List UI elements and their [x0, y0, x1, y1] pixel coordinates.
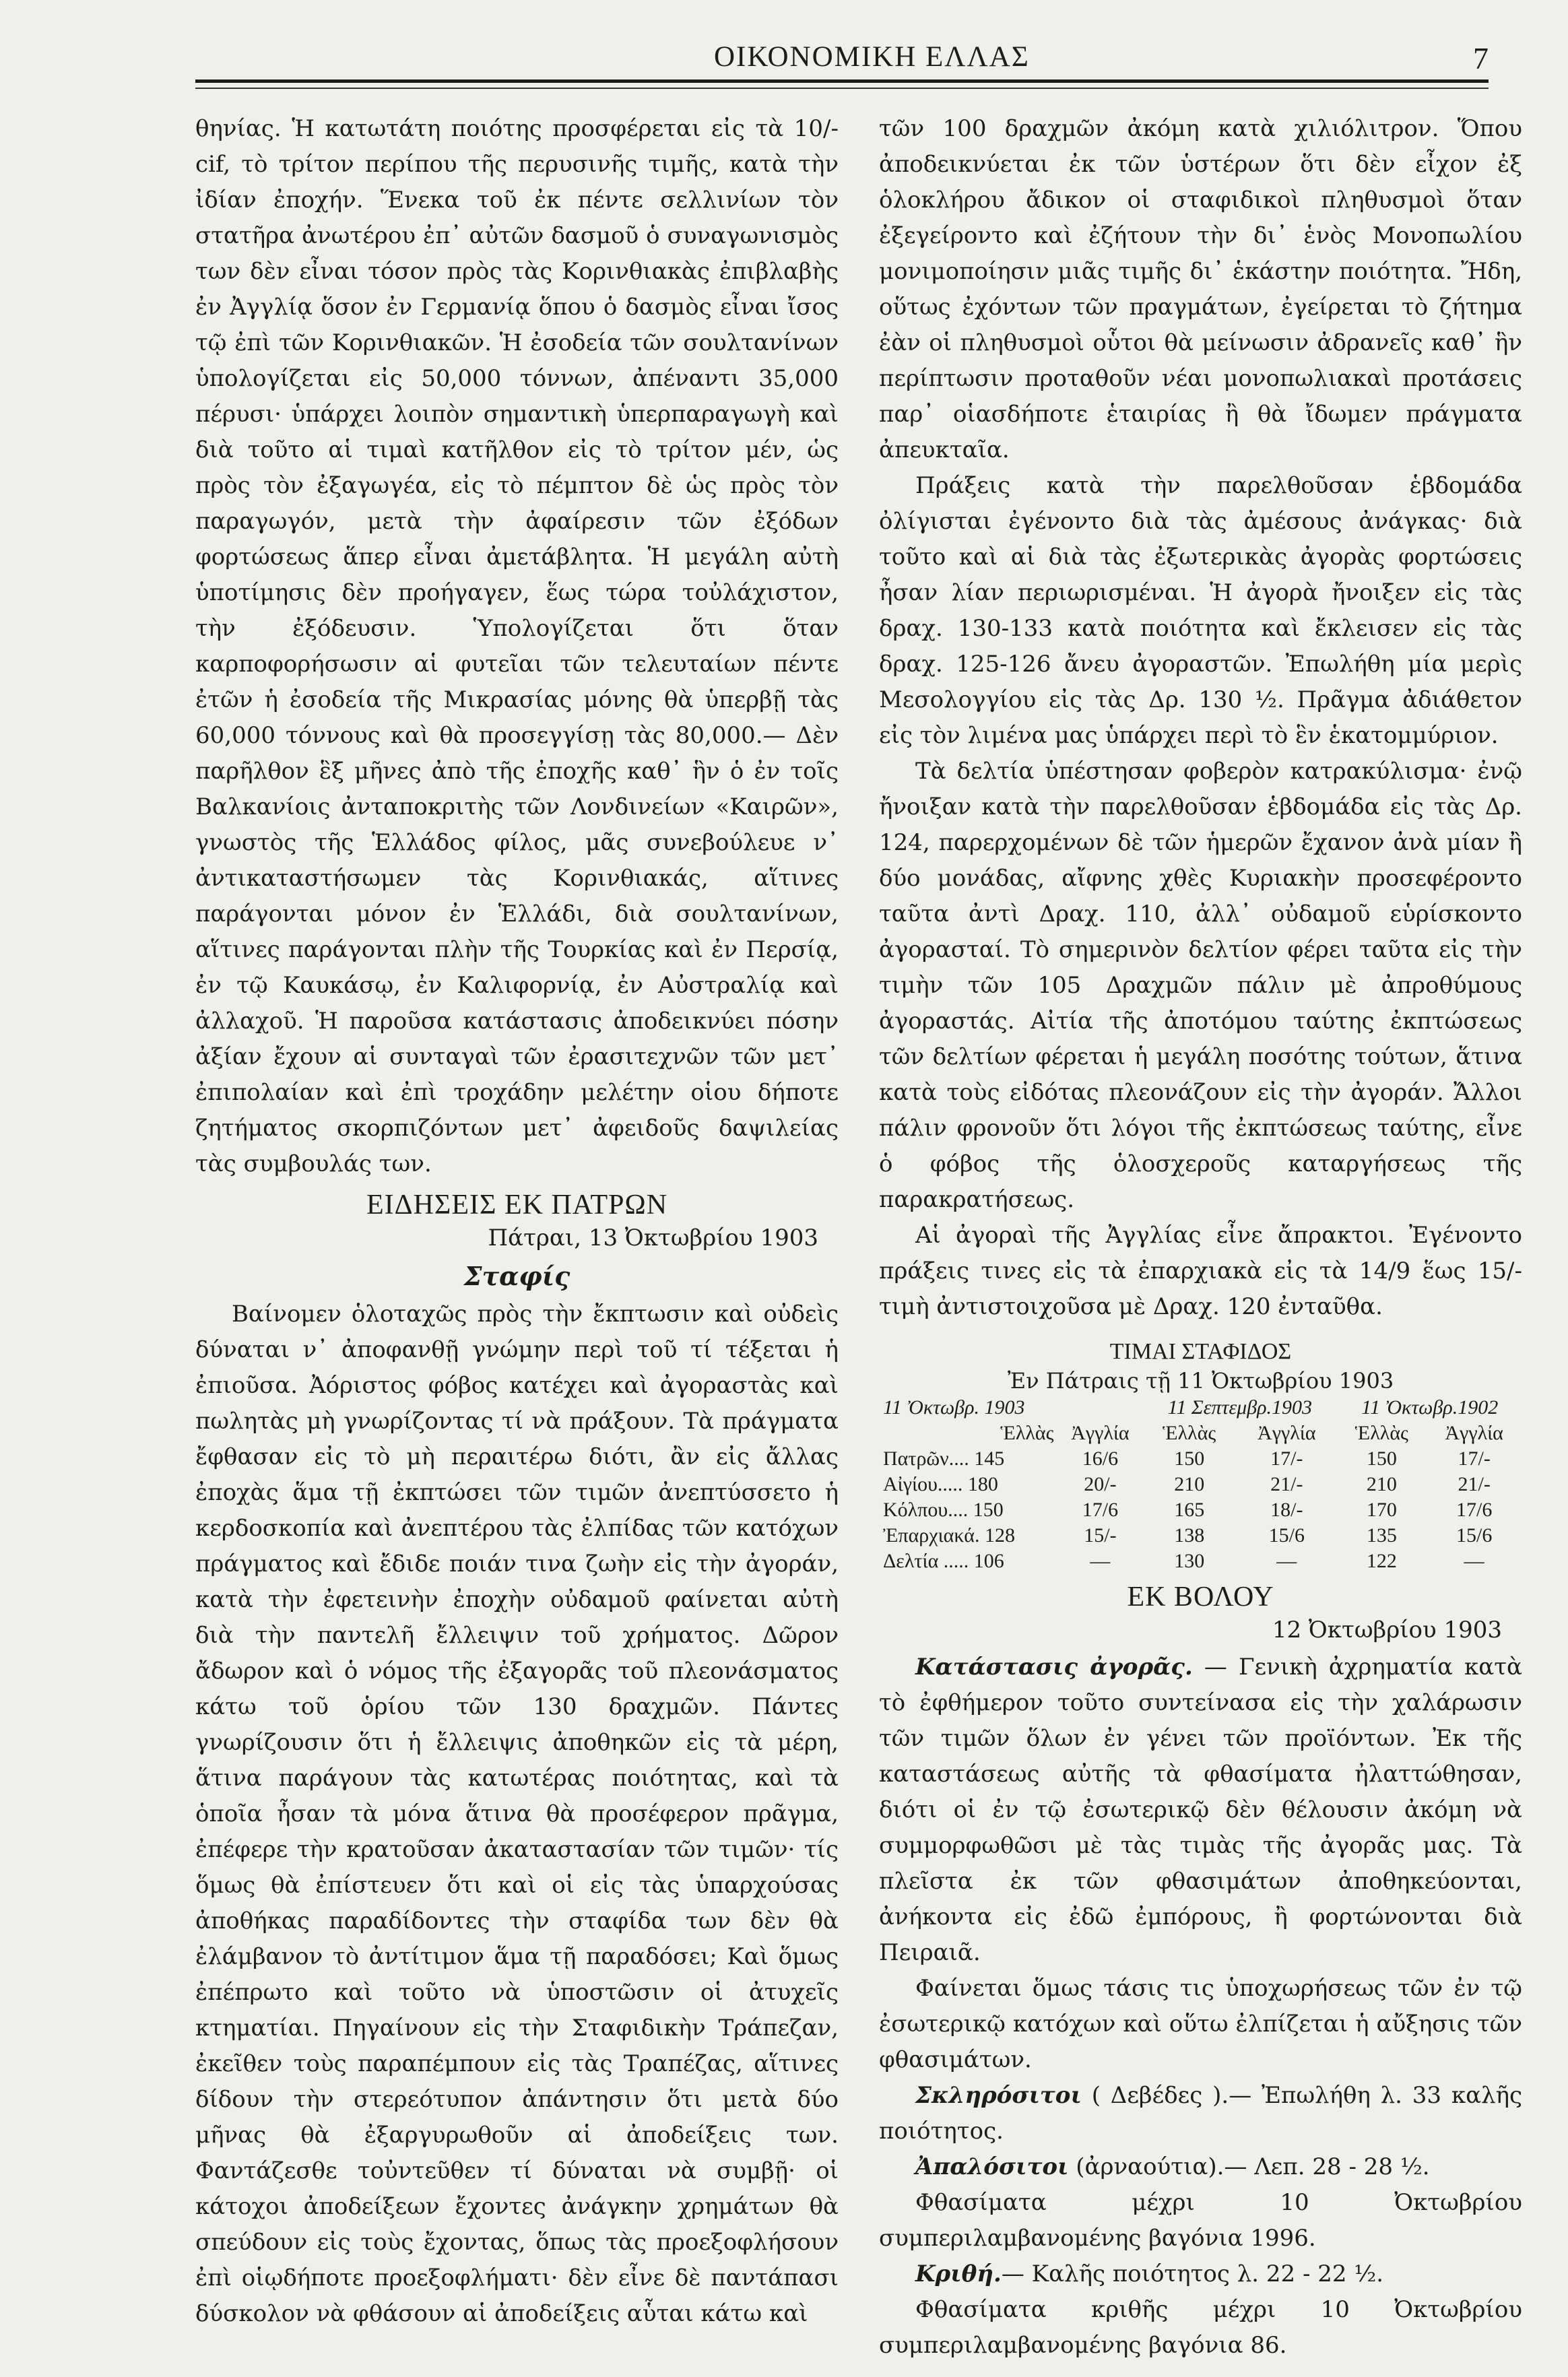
subhead-raisin: Σταφίς: [463, 1261, 570, 1291]
market-header: Ἀγγλία: [1445, 1422, 1503, 1444]
market-header: Ἑλλὰς: [1000, 1422, 1054, 1444]
price-table: [879, 1395, 1522, 1574]
row-place: Πατρῶν.... 145: [883, 1447, 1005, 1470]
table-cell: 138: [1174, 1524, 1205, 1546]
table-cell: 130: [1174, 1550, 1205, 1572]
table-cell: 17/-: [1270, 1447, 1303, 1470]
table-cell: 165: [1174, 1499, 1205, 1521]
table-cell: 18/-: [1270, 1499, 1303, 1521]
bottom-space: [879, 2364, 1522, 2377]
header-rule-thick: [195, 79, 1489, 83]
market-header: Ἑλλὰς: [1354, 1422, 1408, 1444]
period-header: [1337, 1395, 1522, 1421]
paragraph-text: — Γενικὴ ἀχρηματία κατὰ τὸ ἐφθήμερον τοῦτο συντείνασα εἰς τὴν χαλάρωσιν τῶν τιμῶν ὅλων ἐν γένει τῶν προϊόντων. Ἐκ τῆς καταστάσεως αὐτῆς τὰ φθασίματα ἠλαττώθησαν, διότι οἱ ἐν τῷ ἐσωτερικῷ δὲν θέλουσιν ἀκόμη νὰ συμμορφωθῶσι μὲ τὰς τιμὰς τῆς ἀγορᾶς μας. Τὰ πλεῖστα ἐκ τῶν φθασιμάτων ἀποθηκεύονται, ἀνήκοντα εἰς ἐδῶ ἐμπόρους, ἢ φορτώνονται διὰ Πειραιᾶ.: [879, 1654, 1522, 1966]
table-cell: 20/-: [1084, 1473, 1117, 1495]
market-header: Ἑλλὰς: [1163, 1422, 1216, 1444]
table-cell: 15/6: [1268, 1524, 1305, 1546]
body-paragraph: Βαίνομεν ὁλοταχῶς πρὸς τὴν ἔκπτωσιν καὶ οὐδεὶς δύναται ν᾽ ἀποφανθῇ γνώμην περὶ τοῦ τί τέξεται ἡ ἐπιοῦσα. Ἀόριστος φόβος κατέχει καὶ ἀγοραστὰς καὶ πωλητὰς μὴ γνωρίζοντας τί νὰ πράξουν. Τὰ πράγματα ἔφθασαν εἰς τὸ μὴ περαιτέρω διότι, ἂν εἰς ἄλλας ἐποχὰς ἅμα τῇ ἐκπτώσει τῶν τιμῶν ἀνεπτύσσετο ἡ κερδοσκοπία καὶ ἀνεπτέρου τὰς ἐλπίδας τῶν κατόχων πράγματος καὶ ἔδιδε ποιάν τινα ζωὴν εἰς τὴν ἀγοράν, κατὰ τὴν ἐφετεινὴν ἐποχὴν οὐδαμοῦ φαίνεται αὐτὴ διὰ τὴν παντελῆ ἔλλειψιν τοῦ χρήματος. Δῶρον ἄδωρον καὶ ὁ νόμος τῆς ἐξαγορᾶς τοῦ πλεονάσματος κάτω τοῦ ὁρίου τῶν 130 δραχμῶν. Πάντες γνωρίζουσιν ὅτι ἡ ἔλλειψις ἀποθηκῶν εἰς τὰ μέρη, ἅτινα παράγουν τὰς κατωτέρας ποιότητας, καὶ τὰ ὁποῖα ἦσαν τὰ μόνα ἅτινα θὰ προσέφερον πρᾶγμα, ἐπέφερε τὴν κρατοῦσαν ἀκαταστασίαν τῶν τιμῶν· τίς ὅμως θὰ ἐπίστευεν ὅτι καὶ οἱ εἰς τὰς ὑπαρχούσας ἀποθήκας παραδίδοντες τὴν σταφίδα των δὲν θὰ ἐλάμβανον τὸ ἀντίτιμον ἅμα τῇ παραδόσει; Καὶ ὅμως ἐπέπρωτο καὶ τοῦτο νὰ ὑποστῶσιν οἱ ἀτυχεῖς κτηματίαι. Πηγαίνουν εἰς τὴν Σταφιδικὴν Τράπεζαν, ἐκεῖθεν τοὺς παραπέμπουν εἰς τὰς Τραπέζας, αἵτινες δίδουν τὴν στερεότυπον ἀπάντησιν ὅτι μετὰ δύο μῆνας θὰ ἐξαργυρωθοῦν αἱ ἀποδείξεις των. Φαντάζεσθε τοὐντεῦθεν τί δύναται νὰ συμβῇ· οἱ κάτοχοι ἀποδείξεων ἔχοντες ἀνάγκην χρημάτων θὰ σπεύδουν εἰς τοὺς ἔχοντας, ὅπως τὰς προεξοφλήσουν ἐπὶ οἱῳδήποτε προεξοφλήματι· δὲν εἶνε δὲ παντάπασι δύσκολον νὰ φθάσουν αἱ ἀποδείξεις αὗται κάτω καὶ: [195, 1301, 839, 2327]
header-rule-thin: [195, 88, 1489, 89]
table-cell: 150: [1366, 1447, 1397, 1470]
period-label: 11 Ὀκτωβρ.1902: [1361, 1396, 1499, 1419]
section-title-patras: ΕΙΔΗΣΕΙΣ ΕΚ ΠΑΤΡΩΝ: [366, 1190, 668, 1220]
paragraph: Πράξεις κατὰ τὴν παρελθοῦσαν ἑβδομάδα ὀλίγισται ἐγένοντο διὰ τὰς ἀμέσους ἀνάγκας· διὰ τοῦτο καὶ αἱ διὰ τὰς ἐξωτερικὰς ἀγορὰς φορτώσεις ἦσαν λίαν περιωρισμέναι. Ἡ ἀγορὰ ἤνοιξεν εἰς τὰς δραχ. 130-133 κατὰ ποιότητα καὶ ἔκλεισεν εἰς τὰς δραχ. 125-126 ἄνευ ἀγοραστῶν. Ἐπωλήθη μία μερὶς Μεσολογγίου εἰς τὰς Δρ. 130 ½. Πρᾶγμα ἀδιάθετον εἰς τὸν λιμένα μας ὑπάρχει περὶ τὸ ἓν ἑκατομμύριον.: [879, 472, 1522, 749]
table-cell: 122: [1366, 1550, 1397, 1572]
table-cell: 17/6: [1082, 1499, 1119, 1521]
price-table-subtitle: Ἐν Πάτραις τῇ 11 Ὀκτωβρίου 1903: [1007, 1368, 1394, 1394]
row-place: Αἰγίου..... 180: [883, 1473, 998, 1495]
paragraph-text: — Καλῆς ποιότητος λ. 22 - 22 ½.: [1001, 2260, 1384, 2287]
paragraph: [879, 2256, 1522, 2292]
table-row: [879, 1446, 1522, 1472]
paragraph: Φθασίματα κριθῆς μέχρι 10 Ὀκτωβρίου συμπεριλαμβανομένης βαγόνια 86.: [879, 2296, 1522, 2359]
paragraph: Φθασίματα μέχρι 10 Ὀκτωβρίου συμπεριλαμβανομένης βαγόνια 1996.: [879, 2189, 1522, 2252]
paragraph-text: ( Δεβέδες ).— Ἐπωλήθη λ. 33 καλῆς ποιότητος.: [879, 2082, 1522, 2145]
table-cell: 16/6: [1082, 1447, 1119, 1470]
table-row: [879, 1549, 1522, 1574]
runin-heading: Ἀπαλόσιτοι: [915, 2153, 1069, 2180]
period-header: [1142, 1395, 1337, 1421]
table-cell: 170: [1366, 1499, 1397, 1521]
row-place: Ἐπαρχιακά. 128: [883, 1524, 1015, 1546]
paragraph: τῶν 100 δραχμῶν ἀκόμη κατὰ χιλιόλιτρον. Ὅπου ἀποδεικνύεται ἐκ τῶν ὑστέρων ὅτι δὲν εἶχον ἐξ ὁλοκλήρου ἄδικον οἱ σταφιδικοὶ πληθυσμοὶ ὅταν ἐξεγείροντο καὶ ἐζήτουν τὴν δι᾽ ἑνὸς Μονοπωλίου μονιμοποίησιν μιᾶς τιμῆς δι᾽ ἑκάστην ποιότητα. Ἤδη, οὕτως ἐχόντων τῶν πραγμάτων, ἐγείρεται τὸ ζήτημα ἐὰν οἱ πληθυσμοὶ οὗτοι θὰ μείνωσιν ἀδρανεῖς καθ᾽ ἣν περίπτωσιν προταθοῦν νέαι μονοπωλιακαὶ προτάσεις παρ᾽ οἱασδήποτε ἑταιρίας ἢ θὰ ἴδωμεν πράγματα ἀπευκταῖα.: [879, 115, 1522, 463]
table-cell: 21/-: [1270, 1473, 1303, 1495]
table-cell: —: [1464, 1550, 1484, 1572]
market-header: Ἀγγλία: [1257, 1422, 1316, 1444]
table-cell: 210: [1174, 1473, 1205, 1495]
period-label: 11 Ὀκτωβρ. 1903: [883, 1396, 1025, 1419]
price-table-title: ΤΙΜΑΙ ΣΤΑΦΙΔΟΣ: [1109, 1339, 1292, 1364]
continued-paragraph: θηνίας. Ἡ κατωτάτη ποιότης προσφέρεται εἰς τὰ 10/-cif, τὸ τρίτον περίπου τῆς περυσινῆς τιμῆς, κατὰ τὴν ἰδίαν ἐποχήν. Ἕνεκα τοῦ ἐκ πέντε σελλινίων τὸν στατῆρα ἀνωτέρου ἐπ᾽ αὐτῶν δασμοῦ ὁ συναγωνισμὸς των δὲν εἶναι τόσον πρὸς τὰς Κορινθιακὰς ἐπιβλαβὴς ἐν Ἀγγλίᾳ ὅσον ἐν Γερμανίᾳ ὅπου ὁ δασμὸς εἶναι ἴσος τῷ ἐπὶ τῶν Κορινθιακῶν. Ἡ ἐσοδεία τῶν σουλτανίνων ὑπολογίζεται εἰς 50,000 τόννων, ἀπέναντι 35,000 πέρυσι· ὑπάρχει λοιπὸν σημαντικὴ ὑπερπαραγωγὴ καὶ διὰ τοῦτο αἱ τιμαὶ κατῆλθον εἰς τὸ τρίτον μέν, ὡς πρὸς τὸν ἐξαγωγέα, εἰς τὸ πέμπτον δὲ ὡς πρὸς τὸν παραγωγόν, μετὰ τὴν ἀφαίρεσιν τῶν ἐξόδων φορτώσεως ἅπερ εἶναι ἀμετάβλητα. Ἡ μεγάλη αὐτὴ ὑποτίμησις δὲν προήγαγεν, ἕως τώρα τοὐλάχιστον, τὴν ἐξόδευσιν. Ὑπολογίζεται ὅτι ὅταν καρποφορήσωσιν αἱ φυτεῖαι τῶν τελευταίων πέντε ἐτῶν ἡ ἐσοδεία τῆς Μικρασίας μόνης θὰ ὑπερβῇ τὰς 60,000 τόννους καὶ θὰ προσεγγίσῃ τὰς 80,000.— Δὲν παρῆλθον ἓξ μῆνες ἀπὸ τῆς ἐποχῆς καθ᾽ ἣν ὁ ἐν τοῖς Βαλκανίοις ἀνταποκριτὴς τῶν Λονδινείων «Καιρῶν», γνωστὸς τῆς Ἑλλάδος φίλος, μᾶς συνεβούλευε ν᾽ ἀντικαταστήσωμεν τὰς Κορινθιακάς, αἵτινες παράγονται μόνον ἐν Ἑλλάδι, διὰ σουλτανίνων, αἵτινες παράγονται πλὴν τῆς Τουρκίας καὶ ἐν Περσίᾳ, ἐν τῷ Καυκάσῳ, ἐν Καλιφορνίᾳ, ἐν Αὐστραλίᾳ καὶ ἀλλαχοῦ. Ἡ παροῦσα κατάστασις ἀποδεικνύει πόσην ἀξίαν ἔχουν αἱ συνταγαὶ τῶν ἐρασιτεχνῶν τῶν μετ᾽ ἐπιπολαίαν καὶ ἐπὶ τροχάδην μελέτην οἱου δήποτε ζητήματος σκορπιζόντων μετ᾽ ἀφειδοῦς δαψιλείας τὰς συμβουλάς των.: [195, 115, 839, 1177]
period-header: [879, 1395, 1142, 1421]
table-cell: 210: [1366, 1473, 1397, 1495]
paragraph: [879, 1650, 1522, 1971]
table-cell: —: [1090, 1550, 1111, 1572]
page-number: 7: [1473, 41, 1489, 75]
row-place: Δελτία ..... 106: [883, 1550, 1004, 1572]
dateline-volos: 12 Ὀκτωβρίου 1903: [1272, 1617, 1502, 1643]
runin-heading: Κατάστασις ἀγορᾶς.: [915, 1654, 1193, 1681]
table-cell: 135: [1366, 1524, 1397, 1546]
runin-heading: Κριθή.: [915, 2260, 1002, 2287]
paragraph: Φαίνεται ὅμως τάσις τις ὑποχωρήσεως τῶν ἐν τῷ ἐσωτερικῷ κατόχων καὶ οὕτω ἐλπίζεται ἡ αὔξησις τῶν φθασιμάτων.: [879, 1975, 1522, 2073]
table-row: [879, 1523, 1522, 1549]
market-header: Ἀγγλία: [1071, 1422, 1130, 1444]
runin-heading: Σκληρόσιτοι: [915, 2082, 1082, 2109]
price-table-market-row: [879, 1421, 1522, 1446]
dateline-patras: Πάτραι, 13 Ὀκτωβρίου 1903: [488, 1225, 818, 1251]
table-cell: —: [1276, 1550, 1297, 1572]
price-table-period-row: [879, 1395, 1522, 1421]
paragraph: [879, 2078, 1522, 2149]
period-label: 11 Σεπτεμβρ.1903: [1167, 1396, 1313, 1419]
table-cell: 17/-: [1458, 1447, 1491, 1470]
table-cell: 15/-: [1084, 1524, 1117, 1546]
paragraph: Τὰ δελτία ὑπέστησαν φοβερὸν κατρακύλισμα· ἐνῷ ἤνοιξαν κατὰ τὴν παρελθοῦσαν ἑβδομάδα εἰς τὰς Δρ. 124, παρερχομένων δὲ τῶν ἡμερῶν ἔχανον ἀνὰ μίαν ἢ δύο μονάδας, αἴφνης χθὲς Κυριακὴν προσεφέροντο ταῦτα ἀντὶ Δραχ. 110, ἀλλ᾽ οὐδαμοῦ εὑρίσκοντο ἀγορασταί. Τὸ σημερινὸν δελτίον φέρει ταῦτα εἰς τὴν τιμὴν τῶν 105 Δραχμῶν πάλιν μὲ ἀπροθύμους ἀγοραστάς. Αἰτία τῆς ἀποτόμου ταύτης ἐκπτώσεως τῶν δελτίων φέρεται ἡ μεγάλη ποσότης τούτων, ἅτινα κατὰ τοὺς εἰδότας πλεονάζουν εἰς τὴν ἀγοράν. Ἄλλοι πάλιν φρονοῦν ὅτι λόγοι τῆς ἐκπτώσεως ταύτης, εἶνε ὁ φόβος τῆς ὁλοσχεροῦς καταργήσεως τῆς παρακρατήσεως.: [879, 758, 1522, 1213]
left-column: [195, 111, 839, 2327]
table-cell: 15/6: [1456, 1524, 1493, 1546]
table-cell: 150: [1174, 1447, 1205, 1470]
section-title-volos: ΕΚ ΒΟΛΟΥ: [1127, 1582, 1274, 1613]
table-row: [879, 1497, 1522, 1523]
paragraph: Αἱ ἀγοραὶ τῆς Ἀγγλίας εἶνε ἄπρακτοι. Ἐγένοντο πράξεις τινες εἰς τὰ ἐπαρχιακὰ εἰς τὰ 14/9 ἕως 15/- τιμὴ ἀντιστοιχοῦσα μὲ Δραχ. 120 ἐνταῦθα.: [879, 1222, 1522, 1320]
paragraph-text: (ἀρναούτια).— Λεπ. 28 - 28 ½.: [1068, 2153, 1430, 2180]
right-column: [879, 111, 1522, 2359]
table-cell: 17/6: [1456, 1499, 1493, 1521]
row-place: Κόλπου.... 150: [883, 1499, 1004, 1521]
running-title: ΟΙΚΟΝΟΜΙΚΗ ΕΛΛΑΣ: [714, 41, 1030, 73]
table-row: [879, 1472, 1522, 1497]
paragraph: [879, 2149, 1522, 2185]
table-cell: 21/-: [1458, 1473, 1491, 1495]
